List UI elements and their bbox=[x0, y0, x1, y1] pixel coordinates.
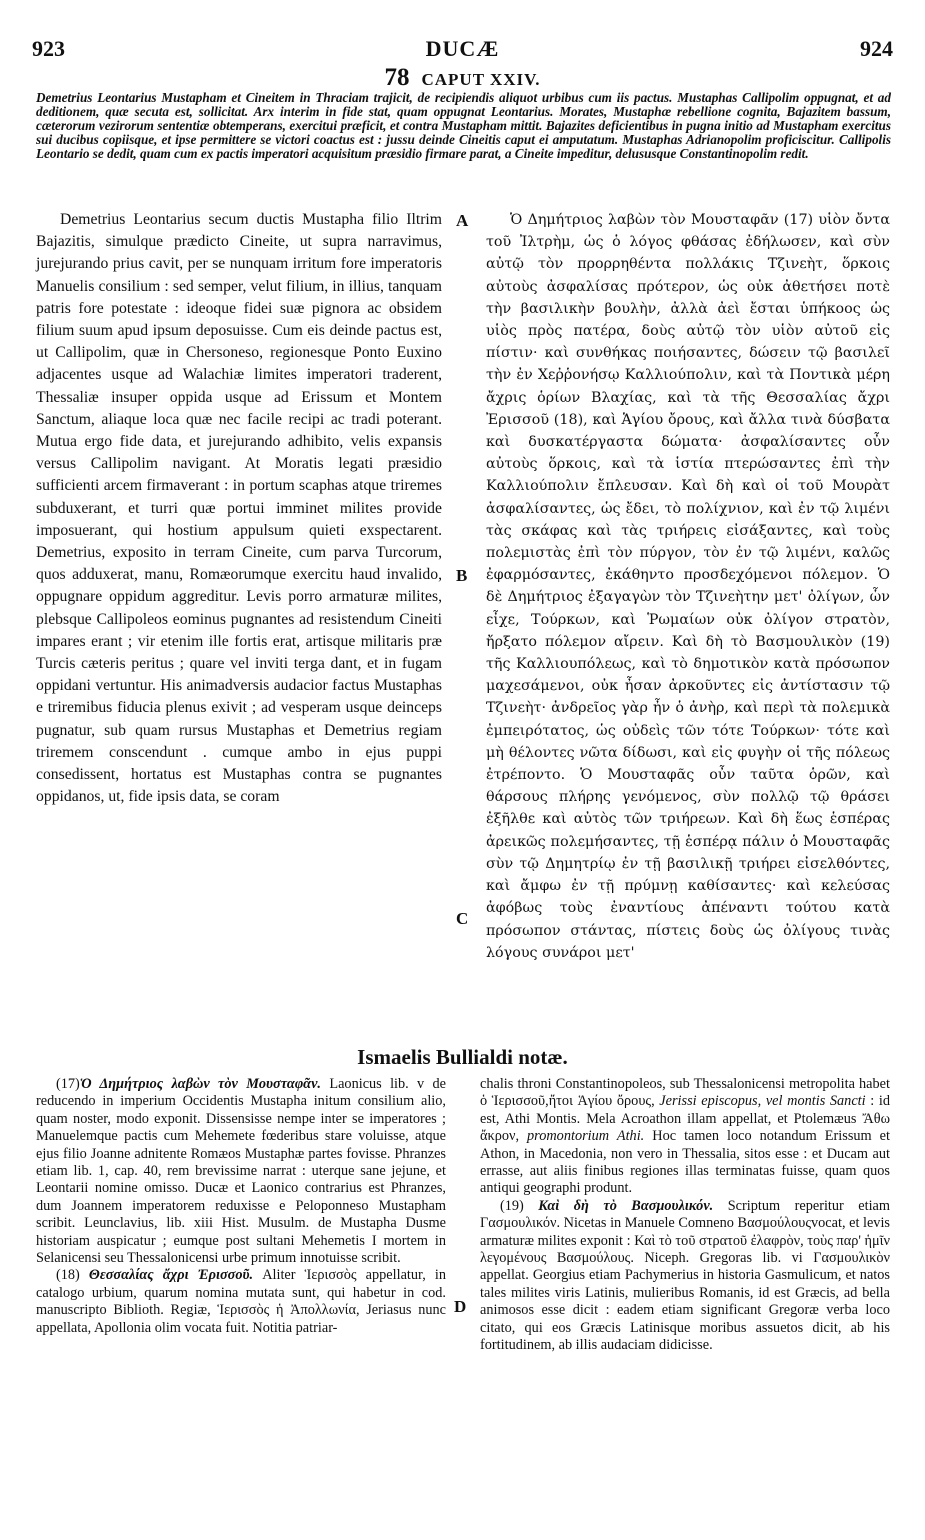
page-number-left: 923 bbox=[32, 36, 65, 61]
chapter-number: 78 bbox=[384, 64, 410, 91]
note-text-continued-3: Hoc tamen loco notandum Erissum et Athon, in Macedonia, non vero in Thessalia, sitos esse : et Ducam aut errasse, aut aliis finibus regiones illas terminatas fuisse, quam quos antiqui geographi produnt. bbox=[480, 1128, 890, 1197]
note-text: Laonicus lib. v de reducendo in imperium Occidentis Mustapha initum consilium alio, quam noster, modo exponit. Dissensisse nempe inter se imperatores ; Manuelemque pactis cum Mehemete fœderibus stare voluisse, atque ejus filio Joanne adnitente Romæos Mustaphæ partes fovisse. Phranzes etiam lib. 1, cap. 40, rem brevissime narrat : uterque sane jejune, et Leontarii nomine omisso. Ducæ et Laonico contrarius est Phranzes, dum Joannem imperatorem reduxisse e Peloponneso Mustapham scribit. Leunclavius, lib. xiii Hist. Musulm. de Mustapha Dusme historiam auspicatur ; eumque post sultani Mehemetis I mortem in Selanicensi seu Thessalonicensi urbe primum innotuisse scribit. bbox=[36, 1076, 447, 1267]
running-header bbox=[32, 36, 893, 62]
note-18-continued bbox=[480, 1076, 890, 1198]
page-number-right: 924 bbox=[860, 36, 893, 61]
margin-marker-d: D bbox=[454, 1297, 467, 1316]
note-italic-2: promontorium Athi. bbox=[527, 1128, 645, 1145]
note-number: (17) bbox=[56, 1076, 80, 1092]
notes-title: Ismaelis Bullialdi notæ. bbox=[357, 1045, 568, 1069]
note-text: Scriptum reperitur etiam Γασμουλικόν. Nicetas in Manuele Comneno Βασμούλουςvocat, et levis armaturæ milites exponit : Καὶ τὸ τοῦ στρατοῦ ἐλαφρὸν, τοὺς παρ' ἡμῖν λεγομένους Βασμούλους. Niceph. Gregoras lib. vi Γασμουλικὸν appellat. Georgius etiam Pachymerius in historia Gasmulicum, et natos tales milites viris Latinis, mulieribus Romanis, id est Græcis, ad bella animosos esse dicit : eadem etiam significant Gregoræ verba loco citato, qui eos Græcis Latinisque moribus assuetos dicit, ab his fortitudinem, ab illis audaciam didicisse. bbox=[480, 1197, 891, 1354]
note-lemma: Ὁ Δημήτριος λαβὼν τὸν Μουσταφᾶν. bbox=[79, 1076, 322, 1092]
summary-text: Demetrius Leontarius Mustapham et Cineitem in Thraciam trajicit, de recipiendis aliquot urbibus cum iis pactus. Mustaphas Callipolim oppugnat, et ad deditionem, quæ secuta est, sollicitat. Arx interim in fide stat, quam oppugnat Leontarius. Morates, Mustaphæ rebellione cognita, Bajazitem bassum, cæterorum vezirorum sententiæ obtemperans, exercitui præficit, et contra Mustapham mittit. Bajazites deficientibus in pugna initio ad Mustapham exercitus sui ducibus copiisque, et ipse permittere se victori coactus est : jussu deinde Cineitis caput ei amputatum. Mustaphas Adrianopolim proficiscitur. Callipolis Leontario se dedit, quam cum ex pactis imperatori acquisitum præsidio firmare parat, a Cineite impeditur, delususque Constantinopolim redit. bbox=[36, 90, 891, 162]
latin-text: Demetrius Leontarius secum ductis Mustapha filio Iltrim Bajazitis, simulque prædicto Cineite, ut supra narravimus, jurejurando prius cavit, per se nunquam irritum fore imperatoris Manuelis consilium : sed semper, velut filium, in illius, tanquam patris fore potestate : ideoque fidei suæ pignora ac obsidem filium suum apud ipsum deposuisse. Cum eis deinde pactus est, ut Callipolim, quæ in Chersoneso, regionesque Ponto Euxino adjacentes usque ad Walachiæ limites imperatori traderent, Thessaliæ insuper oppida usque ad Erissum et Montem Sanctum, aliaque loca quæ nec facile recipi ac tradi poterant. Mutua ergo fide data, et jurejurando adhibito, velis expansis versus Callipolim navigant. At Moratis legati præsidio sufficienti arcem firmaverant : in portum scaphas atque triremes subduxerant, et turri quæ portui imminet milites provide imposuerant, qui hostium appulsum quieti exspectarent. Demetrius, exposito in terram Cineite, cum parva Turcorum, quos adduxerat, manu, Romæorumque exercitu haud invalido, oppugnare oppidum aggreditur. Levis porro armaturæ milites, plebsque Callipoleos eominus pugnantes ad resistendum Cineiti impares erant ; vir etenim ille fortis erat, artisque militaris præ Turcis cæteris peritus ; quare vel inviti terga dant, et in fugam oppidani vertuntur. His animadversis audacior factus Mustaphas e triremibus fiducia plenus exivit ; ad vesperam usque deinceps pugnatur, sub quam rursus Mustaphas et Demetrius regiam triremem conscendunt . cumque ambo in ejus puppi consedissent, hortatus est Mustaphas contra se pugnantes oppidanos, ut, fide ipsis data, se coram bbox=[36, 211, 442, 806]
greek-column bbox=[486, 209, 890, 964]
note-19 bbox=[480, 1198, 890, 1355]
note-lemma: Θεσσαλίας ἄχρι Ἐρισσοῦ. bbox=[88, 1267, 254, 1284]
margin-marker-c: C bbox=[456, 909, 469, 928]
note-text: Aliter Ἱερισσὸς appellatur, in catalogo urbium, quarum nomina mutata sunt, qui habetur in cod. manuscripto Biblioth. Regiæ, Ἱερισσὸς ἡ Ἀπολλωνία, Jeriasus nunc appellata, Apollonia olim vocata fuit. Notitia patriar- bbox=[36, 1267, 446, 1336]
note-number: (19) bbox=[500, 1197, 524, 1214]
note-text-continued: chalis throni Constantinopoleos, sub Thessalonicensi metropolita habet ὁ Ἱερισσοῦ,ἤτοι Ἁγίου ὄρους, bbox=[480, 1076, 890, 1110]
latin-column bbox=[36, 209, 442, 808]
note-italic: Jerissi episcopus, vel montis Sancti bbox=[659, 1093, 866, 1110]
notes-right-column bbox=[480, 1076, 890, 1355]
margin-marker-a: A bbox=[456, 211, 469, 230]
chapter-heading bbox=[0, 64, 925, 92]
greek-text: Ὁ Δημήτριος λαβὼν τὸν Μουσταφᾶν (17) υἱὸν ὄντα τοῦ Ἰλτρὴμ, ὡς ὁ λόγος φθάσας ἐδήλωσεν, καὶ σὺν αὐτῷ τὸν προρρηθέντα πολλάκις Τζινεὴτ, ὅρκοις αὐτοὺς ἀσφαλίσας πρότερον, ὡς οὐκ ἀθετήσει ποτὲ τὴν βασιλικὴν βουλὴν, ἀλλὰ ἀεὶ ἔσται ὑπήκοος ὡς υἱὸς πρὸς πατέρα, δοὺς αὐτῷ τὸν υἱὸν αὐτοῦ εἰς πίστιν· καὶ συνθήκας ποιήσαντες, δώσειν τῷ βασιλεῖ τὴν ἐν Χεῤῥονήσῳ Καλλιούπολιν, καὶ τὰ Ποντικὰ μέρη ἄχρις ὁρίων Βλαχίας, καὶ τὰ τῆς Θεσσαλίας ἄχρι Ἐρισσοῦ (18), καὶ Ἁγίου ὄρους, καὶ ἄλλα τινὰ δύσβατα καὶ δυσκατέργαστα δώματα· ἀσφαλίσαντες οὖν αὐτοὺς ὅρκοις, καὶ τὰ ἱστία πτερώσαντες ἐπὶ τὴν Καλλιούπολιν ἔπλευσαν. Καὶ δὴ καὶ οἱ τοῦ Μουρὰτ ἀσφαλίσαντες, ὡς ἔδει, τὸ πολίχνιον, καὶ ἐν τῷ λιμένι τὰς σκάφας καὶ τὰς τριήρεις εἰσάξαντες, καὶ τοὺς πολεμιστὰς ἐπὶ τὸν πύργον, τὸν ἐν τῷ λιμένι, καλῶς ἐφαρμόσαντες, ἐκάθηντο προσδεχόμενοι πόλεμον. Ὁ δὲ Δημήτριος ἐξαγαγὼν τὸν Τζινεὴτην μετ' ὀλίγων, ὧν εἶχε, Τούρκων, καὶ Ῥωμαίων οὐκ ὀλίγον στρατὸν, ἤρξατο πόλεμον αἴρειν. Καὶ δὴ τὸ Βασμουλικὸν (19) τῆς Καλλιουπόλεως, καὶ τὸ δημοτικὸν κατὰ πρόσωπον μαχεσάμενοι, οὐκ ἦσαν ἀρκοῦντες εἰς ἀντίστασιν τῷ Τζινεὴτ· ἀνδρεῖος γὰρ ἦν ὁ ἀνὴρ, καὶ περὶ τὰ πολεμικὰ ἐμπειρότατος, ὡς οὐδεὶς τῶν τότε Τούρκων· τότε καὶ μὴ θέλοντες νῶτα δίδωσι, καὶ εἰς φυγὴν οἱ τῆς πόλεως ἐτρέποντο. Ὁ Μουσταφᾶς οὖν ταῦτα ὁρῶν, καὶ θάρσους πλήρης γενόμενος, σὺν πολλῷ τῷ θράσει ἐξῆλθε καὶ αὐτὸς τῶν τριήρεων. Καὶ δὴ ἕως ἑσπέρας ἀρεικῶς πολεμήσαντες, τῇ ἑσπέρᾳ πάλιν ὁ Μουσταφᾶς σὺν τῷ Δημητρίῳ ἐν τῇ βασιλικῇ τριήρει εἰσελθόντες, καὶ ἄμφω ἐν τῇ πρύμνῃ καθίσαντες· καὶ κελεύσας ἀφόβως τοὺς ἐναντίους ἀπέναντι τούτου κατὰ πρόσωπον στάντας, πίστεις δοὺς ὡς ὀλίγους τινὰς λόγους συνάροι μετ' bbox=[486, 212, 890, 961]
note-17 bbox=[36, 1076, 446, 1267]
note-18 bbox=[36, 1267, 446, 1337]
note-text-continued-2: : id est, Athi Montis. Mela Acroathon illam appellat, et Ptolemæus Ἄθω ἄκρον, bbox=[480, 1093, 890, 1145]
chapter-label: CAPUT XXIV. bbox=[421, 70, 541, 89]
margin-marker-b: B bbox=[456, 566, 468, 585]
notes-left-column bbox=[36, 1076, 446, 1337]
note-number: (18) bbox=[56, 1267, 80, 1284]
running-title: DUCÆ bbox=[425, 36, 500, 61]
note-lemma: Καὶ δὴ τὸ Βασμουλικόν. bbox=[538, 1197, 714, 1214]
chapter-summary bbox=[36, 91, 891, 161]
